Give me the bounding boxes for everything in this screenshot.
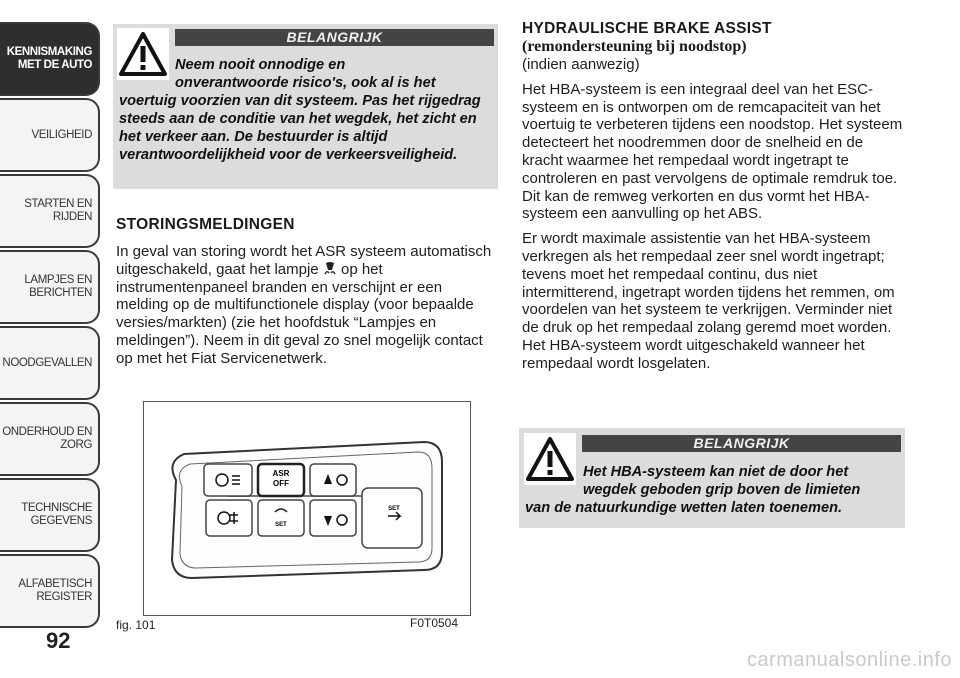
warning-line: van de natuurkundige wetten laten toenemen. — [525, 500, 843, 516]
tab-noodgevallen[interactable] — [0, 326, 100, 400]
asr-warning-lamp-icon — [323, 261, 337, 276]
warning-header: BELANGRIJK — [582, 435, 901, 452]
tab-label: KENNISMAKING MET DE AUTO — [6, 46, 92, 71]
figure-code: F0T0504 — [410, 616, 459, 630]
availability-note: (indien aanwezig) — [522, 56, 640, 73]
warning-text — [525, 463, 901, 517]
tab-label: NOODGEVALLEN — [2, 356, 92, 369]
left-column — [116, 216, 496, 368]
right-column — [522, 20, 906, 373]
tab-label: STARTEN EN RIJDEN — [24, 198, 92, 223]
storing-paragraph — [116, 243, 496, 368]
warning-line: voertuig voorzien van dit systeem. Pas het rijgedrag steeds aan de conditie van het wegdek, het zicht en het verkeer aan. De bestuurder is altijd verantwoordelijkheid voor de verkeersveiligheid. — [119, 93, 481, 163]
warning-line: Het HBA-systeem kan niet de door het — [583, 464, 849, 480]
hba-paragraph-2: Er wordt maximale assistentie van het HBA-systeem verkregen als het rempedaal zeer snel wordt ingetrapt; tevens moet het rempedaal continu, dus niet intermitterend, ingetrapt worden tijdens het remmen, om voordelen van het systeem te verkrijgen. Verminder niet de druk op het rempedaal zolang geremd moet worden. Het HBA-systeem wordt uitgeschakeld wanneer het rempedaal wordt losgelaten. — [522, 230, 895, 372]
figure-101 — [143, 401, 471, 616]
button-label: SET — [275, 522, 287, 528]
tab-onderhoud-en-zorg[interactable] — [0, 402, 100, 476]
hba-title: HYDRAULISCHE BRAKE ASSIST — [522, 20, 772, 37]
tab-veiligheid[interactable] — [0, 98, 100, 172]
tab-label: ALFABETISCH REGISTER — [18, 578, 92, 603]
page-number: 92 — [46, 628, 71, 653]
warning-text — [119, 56, 491, 164]
warning-header: BELANGRIJK — [175, 29, 494, 46]
tab-starten-en-rijden[interactable] — [0, 174, 100, 248]
dashboard-switch-panel-illustration — [144, 402, 470, 615]
tab-lampjes-en-berichten[interactable] — [0, 250, 100, 324]
watermark: carmanualsonline.info — [746, 649, 952, 671]
hba-paragraph-1: Het HBA-systeem is een integraal deel van het ESC-systeem en is ontworpen om de remcapaciteit van het voertuig te verbeteren tijdens een noodstop. Het systeem detecteert het noodremmen door de snelheid en de kracht waarmee het rempedaal wordt ingetrapt te controleren en past vervolgens de optimale remdruk toe. Dit kan de remweg verkorten en dus vormt het HBA-systeem een aanvulling op het ABS. — [522, 80, 903, 223]
warning-line: Neem nooit onnodige en — [175, 57, 346, 73]
hba-warning-box — [519, 428, 905, 528]
paragraph-text: op het instrumentenpaneel branden en verschijnt er een melding op de multifunctionele display (voor bepaalde versies/markten) (zie het hoofdstuk “Lampjes en meldingen”). Neem in dit geval zo snel mogelijk contact op met het Fiat Servicenetwerk. — [116, 260, 483, 367]
warning-box — [113, 24, 498, 189]
tab-label: TECHNISCHE GEGEVENS — [21, 502, 92, 527]
figure-label: fig. 101 — [116, 618, 156, 632]
tab-label: LAMPJES EN BERICHTEN — [24, 274, 92, 299]
paragraph-text: In geval van storing wordt het ASR systeem automatisch uitgeschakeld, gaat het lampje — [116, 243, 492, 278]
tab-alfabetisch-register[interactable] — [0, 554, 100, 628]
warning-line: wegdek geboden grip boven de limieten — [583, 482, 861, 498]
hba-subtitle: (remondersteuning bij noodstop) — [522, 38, 747, 55]
tab-technische-gegevens[interactable] — [0, 478, 100, 552]
tab-label: VEILIGHEID — [31, 128, 92, 141]
button-label: SET — [388, 506, 400, 512]
warning-line: onverantwoorde risico's, ook al is het — [175, 75, 436, 91]
tab-label: ONDERHOUD EN ZORG — [2, 426, 92, 451]
button-label: OFF — [273, 479, 289, 488]
button-label: ASR — [272, 469, 290, 478]
section-title: STORINGSMELDINGEN — [116, 216, 295, 233]
tab-kennismaking[interactable] — [0, 22, 100, 96]
